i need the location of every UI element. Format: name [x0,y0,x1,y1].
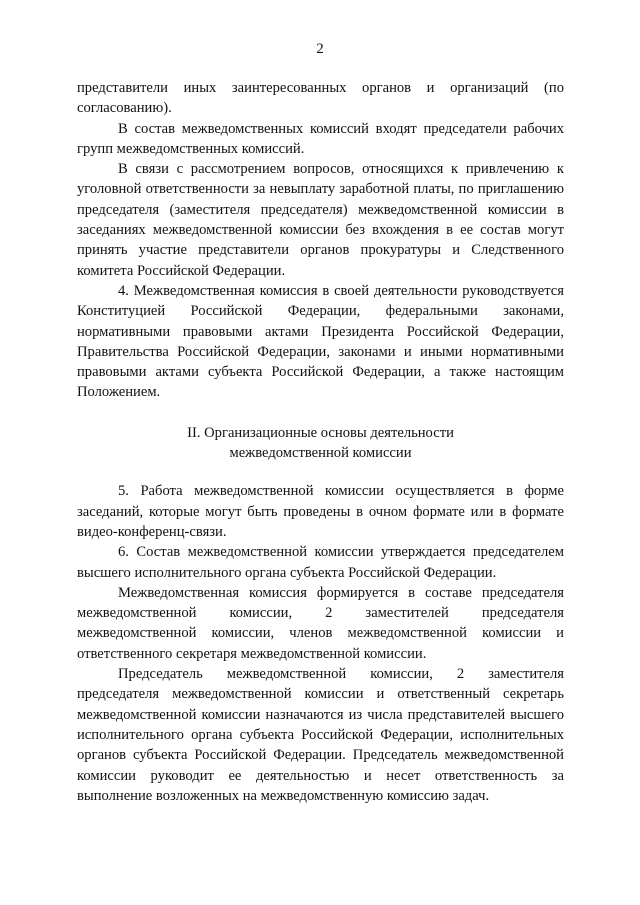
paragraph-item-4: 4. Межведомственная комиссия в своей деятельности руководствуется Конституцией Российской Федерации, федеральными законами, нормативными правовыми актами Президента Российской Федерации, Правительства Российской Федерации, законами и иными нормативными правовыми актами субъекта Российской Федерации, а также настоящим Положением. [77,282,564,401]
page-number: 2 [316,41,324,57]
paragraph-prosecutors-participation: В связи с рассмотрением вопросов, относящихся к привлечению к уголовной ответственности за невыплату заработной платы, по приглашению председателя (заместителя председателя) межведомственной комиссии в заседаниях межведомственной комиссии без вхождения в ее состав могут принять участие представители органов прокуратуры и Следственного комитета Российской Федерации. [77,161,564,279]
paragraph-commission-formation: Межведомственная комиссия формируется в составе председателя межведомственной комиссии, 2 заместителей председателя межведомственной комиссии, членов межведомственной комиссии и ответственного секретаря межведомственной комиссии. [77,584,564,662]
paragraph-item-6: 6. Состав межведомственной комиссии утверждается председателем высшего исполнительного органа субъекта Российской Федерации. [77,544,564,581]
paragraph-commission-composition: В состав межведомственных комиссий входят председатели рабочих групп межведомственных комиссий. [77,120,564,157]
document-body [77,78,564,806]
section-heading-line-2: межведомственной комиссии [229,445,412,462]
section-heading [77,423,564,464]
section-heading-line-1: II. Организационные основы деятельности [187,424,454,441]
paragraph-continuation: представители иных заинтересованных органов и организаций (по согласованию). [77,80,564,117]
paragraph-item-5: 5. Работа межведомственной комиссии осуществляется в форме заседаний, которые могут быть проведены в очном формате или в формате видео-конференц-связи. [77,483,564,540]
paragraph-chairman-appointment: Председатель межведомственной комиссии, 2 заместителя председателя межведомственной комиссии и ответственный секретарь межведомственной комиссии назначаются из числа представителей высшего исполнительного органа субъекта Российской Федерации, исполнительных органов субъекта Российской Федерации. Председатель межведомственной комиссии руководит ее деятельностью и несет ответственность за выполнение возложенных на межведомственную комиссию задач. [77,666,564,804]
